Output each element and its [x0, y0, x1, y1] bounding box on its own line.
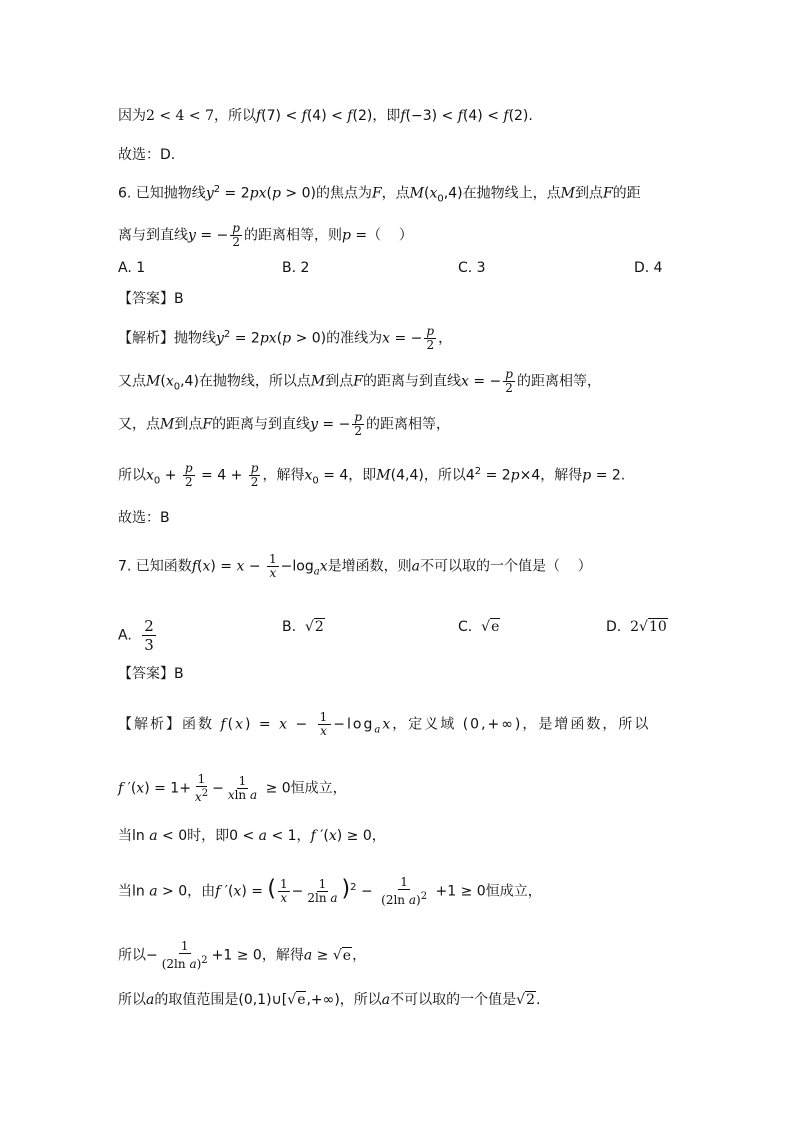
explanation-7-line-6: 所以a的取值范围是(0,1)∪[√e,+∞)，所以a不可以取的一个值是√2.: [118, 992, 541, 1008]
conclusion-6: 故选：B: [118, 510, 170, 526]
option-d[interactable]: D. 4: [634, 260, 663, 276]
explanation-7-line-2: f ′(x) = 1+ $\frac{1}{x^2}$ − $\frac{1}{\text{xln a}}$ ≥ 0恒成立，: [118, 772, 347, 804]
explanation-6-line-3: 又，点M到点F的距离与到直线y = − $\frac{p}{2}$ 的距离相等，: [118, 410, 451, 438]
option-b[interactable]: B. √2: [282, 619, 324, 635]
explanation-6-line-1: 【解析】抛物线$y^2 = 2px(p > 0)$的准线为x = − $\frac{p}{2}$ ，: [118, 324, 453, 353]
option-c[interactable]: C. 3: [458, 260, 486, 276]
question-6-line-2: 离与到直线y = − $\frac{p}{2}$ 的距离相等，则p =（ ）: [118, 221, 413, 249]
explanation-6-line-2: 又点$M(x_0,4)$在抛物线，所以点M到点F的距离与到直线x = − $\frac{p}{2}$ 的距离相等，: [118, 367, 601, 395]
explanation-6-line-4: 所以$x_0$ + $\frac{p}{2}$ = 4 + $\frac{p}{2}$ ，解得$x_0 = 4$，即M(4,4)，所以$4^2 = 2p\times 4$，解得p = 2.: [118, 461, 626, 490]
option-b[interactable]: B. 2: [282, 260, 310, 276]
text-line: 因为2 < 4 < 7，所以f(7) < f(4) < f(2)，即f(−3) < f(4) < f(2).: [118, 108, 533, 124]
option-a[interactable]: A. 1: [118, 260, 146, 276]
explanation-7-line-5: 所以− $\frac{1}{(2\ln a)^2}$ +1 ≥ 0，解得a ≥ √e，: [118, 939, 367, 971]
explanation-7-line-1: 【解析】函数 f(x) = x − $\frac{1}{x}$ $-\log_ax$，定义域 (0,+∞)，是增函数，所以: [118, 710, 651, 738]
explanation-7-line-4: 当ln a > 0，由f ′(x) = ( $\frac{1}{x}$ − $\frac{1}{\text{2ln a}}$ )$^2$ − $\frac{1}{(2\ln a)^2}$ +1 ≥ 0恒成立，: [118, 875, 542, 907]
question-7: 7. 已知函数f(x) = x − $\frac{1}{x}$ $-\log_ax$是增函数，则a不可以取的一个值是（ ）: [118, 552, 592, 580]
answer-7: 【答案】B: [118, 666, 184, 682]
question-6-line-1: 6. 已知抛物线$y^2 = 2px(p > 0)$的焦点为F，点$M(x_0,4)$在抛物线上，点M到点F的距: [118, 184, 641, 205]
answer-6: 【答案】B: [118, 291, 184, 307]
explanation-7-line-3: 当ln a < 0时，即0 < a < 1，f ′(x) ≥ 0，: [118, 828, 386, 844]
conclusion-line: 故选：D.: [118, 147, 176, 163]
option-d[interactable]: D. 2√10: [606, 619, 667, 635]
option-a[interactable]: A. $\frac{2}{3}$: [118, 617, 154, 654]
option-c[interactable]: C. √e: [458, 619, 500, 635]
